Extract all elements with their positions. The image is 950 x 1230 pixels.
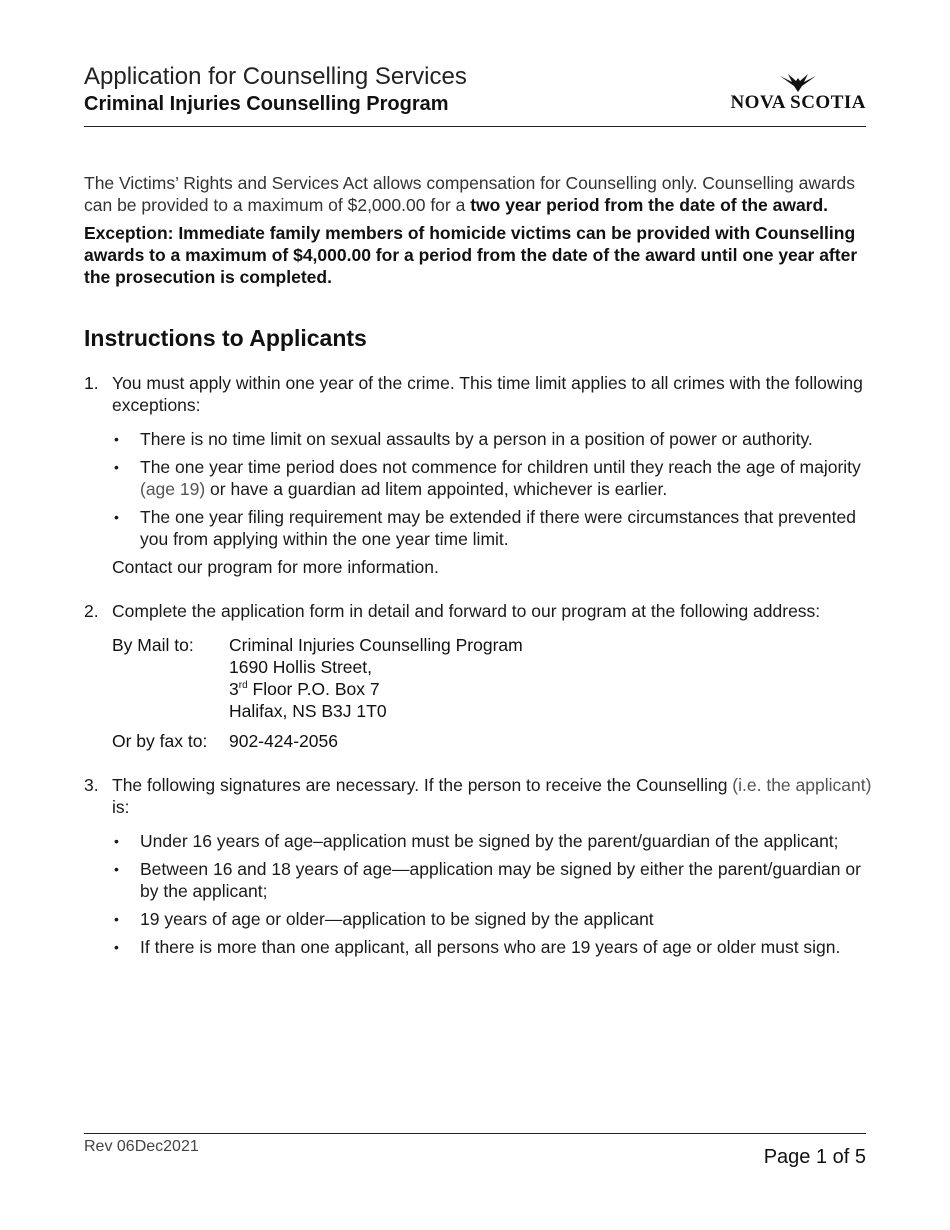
main-content — [84, 172, 874, 980]
item-text: You must apply within one year of the crime. This time limit applies to all crimes with the following exceptions: — [112, 373, 863, 415]
list-item: • Between 16 and 18 years of age—application may be signed by either the parent/guardian or by the applicant; — [114, 859, 861, 901]
address-block — [112, 634, 874, 752]
program-subtitle: Criminal Injuries Counselling Program — [84, 93, 449, 115]
mail-label: By Mail to: — [112, 635, 194, 655]
fax-number: 902-424-2056 — [229, 731, 338, 751]
fax-label: Or by fax to: — [112, 731, 208, 751]
signatures-list — [112, 830, 874, 958]
bullet-icon: • — [114, 939, 119, 955]
item-text: Complete the application form in detail and forward to our program at the following address: — [112, 601, 821, 621]
item-number: 1. — [84, 373, 99, 393]
page-number: Page 1 of 5 — [763, 1146, 866, 1168]
intro-paragraph — [84, 172, 874, 216]
document-header — [84, 62, 866, 127]
item-number: 3. — [84, 775, 99, 795]
intro-text: The Victims’ Rights and Services Act allows compensation for Counselling only. Counselling awards can be provided to a maximum of $2,000.00 for a — [84, 173, 856, 215]
list-item: • The one year filing requirement may be extended if there were circumstances that prevented you from applying within the one year time limit. — [114, 507, 856, 549]
list-item: • The one year time period does not commence for children until they reach the age of majority (age 19) or have a guardian ad litem appointed, whichever is earlier. — [114, 457, 861, 499]
document-footer — [84, 1133, 866, 1174]
list-item: • Under 16 years of age–application must be signed by the parent/guardian of the applicant; — [114, 831, 839, 851]
form-title: Application for Counselling Services — [84, 63, 467, 90]
logo-text: NOVA SCOTIA — [730, 92, 866, 113]
bullet-icon: • — [114, 833, 119, 849]
contact-note: Contact our program for more information. — [112, 557, 439, 577]
list-item: • If there is more than one applicant, all persons who are 19 years of age or older must sign. — [114, 937, 841, 957]
item-text: The following signatures are necessary. If the person to receive the Counselling (i.e. the applicant) is: — [112, 775, 872, 817]
mail-address: Criminal Injuries Counselling Program 1690 Hollis Street, 3rd Floor P.O. Box 7 Halifax, NS B3J 1T0 — [229, 635, 523, 721]
revision-date: Rev 06Dec2021 — [84, 1138, 199, 1155]
intro-bold: two year period from the date of the award. — [470, 195, 829, 215]
list-item: • 19 years of age or older—application to be signed by the applicant — [114, 909, 654, 929]
bullet-icon: • — [114, 509, 119, 525]
exception-paragraph: Exception: Immediate family members of homicide victims can be provided with Counselling awards to a maximum of $4,000.00 for a period from the date of the award until one year after the prosecution is completed. — [84, 223, 858, 287]
bullet-icon: • — [114, 861, 119, 877]
list-item: • There is no time limit on sexual assaults by a person in a position of power or authority. — [114, 429, 813, 449]
instruction-item-1 — [84, 372, 874, 578]
section-heading: Instructions to Applicants — [84, 325, 367, 351]
nova-scotia-logo — [730, 78, 866, 114]
instruction-item-3 — [84, 774, 874, 958]
bullet-icon: • — [114, 459, 119, 475]
exceptions-list — [112, 428, 874, 550]
item-number: 2. — [84, 601, 99, 621]
bullet-icon: • — [114, 911, 119, 927]
flag-bird-icon — [778, 72, 818, 94]
bullet-icon: • — [114, 431, 119, 447]
instruction-item-2 — [84, 600, 874, 752]
